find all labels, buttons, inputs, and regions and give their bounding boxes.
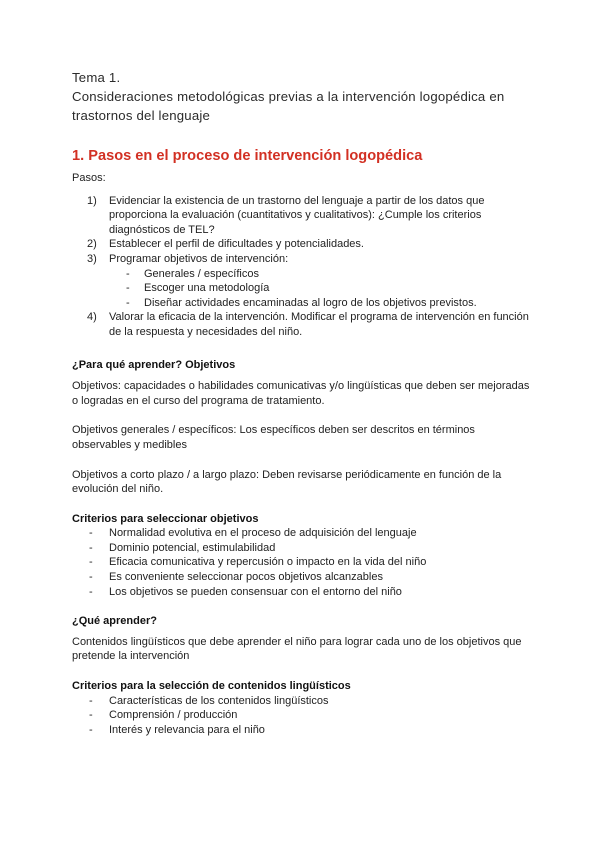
list-item: - Características de los contenidos lingüísticos: [89, 694, 329, 707]
document-subtitle-line2: trastornos del lenguaje: [72, 108, 211, 123]
list-item: - Comprensión / producción: [89, 709, 238, 722]
list-item: - Normalidad evolutiva en el proceso de adquisición del lenguaje: [89, 527, 417, 540]
document-subtitle-line1: Consideraciones metodológicas previas a la intervención logopédica en: [72, 89, 505, 104]
sub-item: - Diseñar actividades encaminadas al logro de los objetivos previstos.: [126, 296, 477, 309]
steps-list: [72, 194, 532, 340]
sub-item: - Generales / específicos: [126, 267, 259, 280]
step-item: 2) Establecer el perfil de dificultades y potencialidades.: [87, 238, 364, 251]
step-item: 1) Evidenciar la existencia de un trastorno del lenguaje a partir de los datos que proporciona la evaluación (cuantitativos y cualitativos): ¿Cumple los criterios diagnósticos de TEL?: [87, 194, 485, 236]
step-item: 3) Programar objetivos de intervención:: [87, 252, 289, 265]
section1-heading: 1. Pasos en el proceso de intervención logopédica: [72, 148, 423, 164]
criterios-objetivos-heading: Criterios para seleccionar objetivos: [72, 512, 259, 525]
document-page: [72, 68, 532, 737]
para-que-heading: ¿Para qué aprender? Objetivos: [72, 358, 236, 371]
criterios-objetivos-list: [72, 526, 532, 599]
list-item: - Eficacia comunicativa y repercusión o impacto en la vida del niño: [89, 556, 427, 569]
criterios-contenidos-list: [72, 694, 532, 738]
contenidos-paragraph: Contenidos lingüísticos que debe aprender el niño para lograr cada uno de los objetivos que pretende la intervención: [72, 635, 522, 663]
list-item: - Es conveniente seleccionar pocos objetivos alcanzables: [89, 571, 383, 584]
step3-sublist: [72, 267, 532, 311]
sub-item: - Escoger una metodología: [126, 282, 270, 295]
objetivos-paragraph: Objetivos: capacidades o habilidades comunicativas y/o lingüísticas que deben ser mejoradas o logradas en el curso del programa de tratamiento.: [72, 380, 530, 407]
step-item: 4) Valorar la eficacia de la intervención. Modificar el programa de intervención en función de la respuesta y necesidades del niño.: [87, 311, 529, 338]
criterios-contenidos-heading: Criterios para la selección de contenidos lingüísticos: [72, 680, 351, 693]
tema-label: Tema 1.: [72, 70, 121, 85]
step3-sublist-wrapper: [72, 267, 532, 311]
list-item: - Dominio potencial, estimulabilidad: [89, 541, 276, 554]
list-item: - Interés y relevancia para el niño: [89, 723, 265, 736]
objetivos-generales-paragraph: Objetivos generales / específicos: Los específicos deben ser descritos en términos observables y medibles: [72, 424, 475, 451]
list-item: - Los objetivos se pueden consensuar con el entorno del niño: [89, 585, 402, 598]
que-aprender-heading: ¿Qué aprender?: [72, 615, 157, 628]
objetivos-plazo-paragraph: Objetivos a corto plazo / a largo plazo: Deben revisarse periódicamente en función de la evolución del niño.: [72, 468, 502, 496]
pasos-label: Pasos:: [72, 172, 106, 184]
